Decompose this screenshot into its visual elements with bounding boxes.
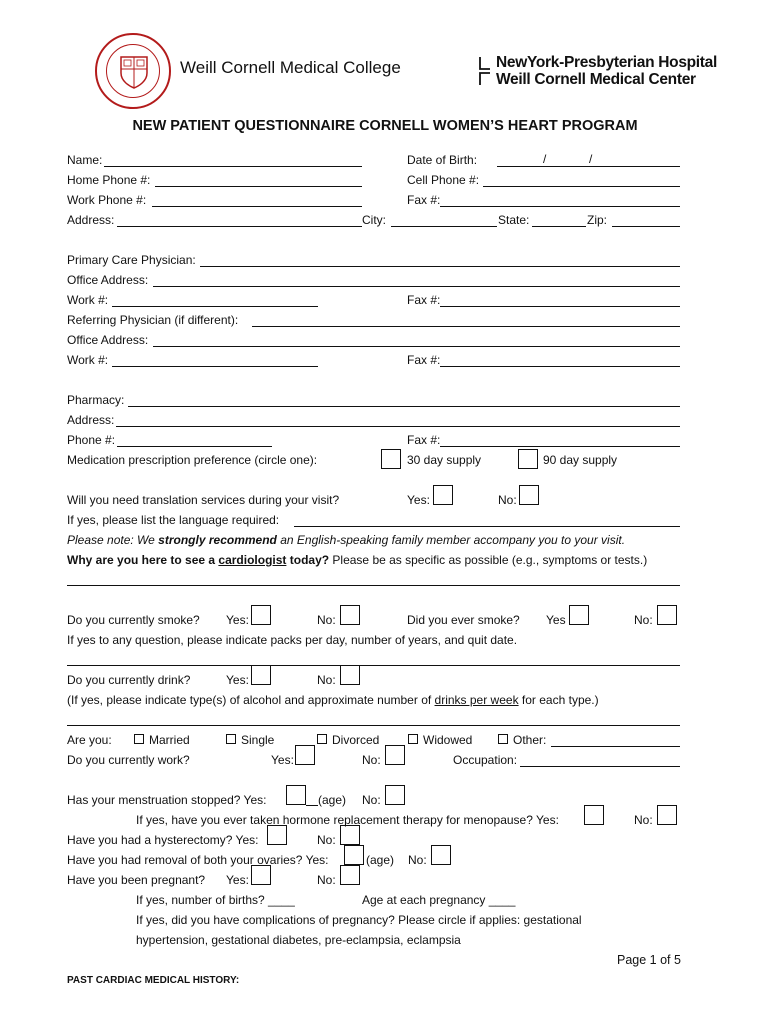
- pcp-label: Primary Care Physician:: [67, 253, 196, 267]
- menstruation-yes-checkbox[interactable]: [286, 785, 306, 805]
- drink-no-label: No:: [317, 673, 336, 687]
- hrt-question: If yes, have you ever taken hormone replacement therapy for menopause? Yes:: [136, 813, 559, 827]
- home-phone-field[interactable]: [155, 186, 362, 187]
- pcp-fax-label: Fax #:: [407, 293, 441, 307]
- menstruation-age-label: (age): [318, 793, 347, 807]
- work-yes-label: Yes:: [271, 753, 294, 767]
- pharmacy-phone-field[interactable]: [117, 446, 272, 447]
- married-option[interactable]: [134, 732, 190, 748]
- menstruation-no-checkbox[interactable]: [385, 785, 405, 805]
- address-field[interactable]: [117, 226, 362, 227]
- hrt-yes-checkbox[interactable]: [584, 805, 604, 825]
- state-field[interactable]: [532, 226, 586, 227]
- menstruation-age-field[interactable]: [306, 805, 318, 806]
- pregnant-no-label: No:: [317, 873, 336, 887]
- ovaries-question: Have you had removal of both your ovaries? Yes:: [67, 853, 329, 867]
- reason-answer-line[interactable]: [67, 585, 680, 586]
- home-phone-label: Home Phone #:: [67, 173, 151, 187]
- state-label: State:: [498, 213, 530, 227]
- drink-followup-pre: (If yes, please indicate type(s) of alcohol and approximate number of: [67, 693, 435, 707]
- drink-no-checkbox[interactable]: [340, 665, 360, 685]
- hysterectomy-yes-checkbox[interactable]: [267, 825, 287, 845]
- referring-field[interactable]: [252, 326, 680, 327]
- office-address-field[interactable]: [153, 286, 680, 287]
- 90-day-label: 90 day supply: [543, 453, 618, 467]
- smoke-followup: If yes to any question, please indicate packs per day, number of years, and quit date.: [67, 633, 518, 647]
- ever-smoke-yes-label: Yes: [546, 613, 566, 627]
- hysterectomy-question: Have you had a hysterectomy? Yes:: [67, 833, 259, 847]
- ref-fax-field[interactable]: [440, 366, 680, 367]
- drink-followup-post: for each type.): [518, 693, 599, 707]
- pharmacy-label: Pharmacy:: [67, 393, 125, 407]
- pharmacy-field[interactable]: [128, 406, 680, 407]
- pcp-fax-field[interactable]: [440, 306, 680, 307]
- ovaries-no-checkbox[interactable]: [431, 845, 451, 865]
- nyp-logo-line1: NewYork-Presbyterian Hospital: [496, 54, 718, 71]
- pharmacy-address-label: Address:: [67, 413, 115, 427]
- translation-question: Will you need translation services during your visit?: [67, 493, 340, 507]
- drink-followup-underlined: drinks per week: [434, 693, 519, 707]
- dob-separator-2: /: [589, 152, 593, 166]
- city-label: City:: [362, 213, 386, 227]
- zip-field[interactable]: [612, 226, 680, 227]
- complications-line-1: If yes, did you have complications of pregnancy? Please circle if applies: gestational: [136, 913, 582, 927]
- occupation-label: Occupation:: [453, 753, 518, 767]
- pharmacy-fax-label: Fax #:: [407, 433, 441, 447]
- prescription-pref-label: Medication prescription preference (circle one):: [67, 453, 318, 467]
- births-question: If yes, number of births? ____: [136, 893, 295, 907]
- ever-smoke-yes-checkbox[interactable]: [569, 605, 589, 625]
- dob-label: Date of Birth:: [407, 153, 478, 167]
- 30-day-checkbox[interactable]: [381, 449, 401, 469]
- ref-fax-label: Fax #:: [407, 353, 441, 367]
- note-bold: strongly recommend: [158, 533, 277, 547]
- widowed-option[interactable]: [408, 732, 472, 748]
- drink-answer-line[interactable]: [67, 725, 680, 726]
- other-label: Other:: [513, 733, 547, 747]
- smoke-yes-checkbox[interactable]: [251, 605, 271, 625]
- age-each-pregnancy: Age at each pregnancy ____: [362, 893, 516, 907]
- name-label: Name:: [67, 153, 103, 167]
- wcmc-logo-text: Weill Cornell Medical College: [180, 58, 401, 77]
- divorced-option[interactable]: [317, 732, 379, 748]
- section-heading: PAST CARDIAC MEDICAL HISTORY:: [67, 975, 240, 986]
- note-prefix: Please note: We: [67, 533, 159, 547]
- work-no-label: No:: [362, 753, 381, 767]
- office-address-label: Office Address:: [67, 273, 149, 287]
- note-suffix: an English-speaking family member accompany you to your visit.: [276, 533, 626, 547]
- cell-phone-field[interactable]: [483, 186, 680, 187]
- fax-label: Fax #:: [407, 193, 441, 207]
- shield-icon: [119, 55, 149, 89]
- pregnant-yes-label: Yes:: [226, 873, 249, 887]
- hysterectomy-no-checkbox[interactable]: [340, 825, 360, 845]
- 30-day-label: 30 day supply: [407, 453, 482, 467]
- smoke-no-checkbox[interactable]: [340, 605, 360, 625]
- pharmacy-fax-field[interactable]: [440, 446, 680, 447]
- drink-followup: [67, 692, 599, 708]
- drink-yes-label: Yes:: [226, 673, 249, 687]
- single-label: Single: [241, 733, 275, 747]
- single-option[interactable]: [226, 732, 274, 748]
- smoke-answer-line[interactable]: [67, 665, 680, 666]
- reason-bold-2: today?: [286, 553, 330, 567]
- drink-yes-checkbox[interactable]: [251, 665, 271, 685]
- work-phone-label: Work Phone #:: [67, 193, 147, 207]
- ever-smoke-no-label: No:: [634, 613, 653, 627]
- language-field[interactable]: [294, 526, 680, 527]
- pharmacy-address-field[interactable]: [116, 426, 680, 427]
- other-checkbox[interactable]: [498, 734, 508, 744]
- ever-smoke-no-checkbox[interactable]: [657, 605, 677, 625]
- address-label: Address:: [67, 213, 115, 227]
- married-checkbox[interactable]: [134, 734, 144, 744]
- fax-field[interactable]: [440, 206, 680, 207]
- city-field[interactable]: [391, 226, 497, 227]
- other-option[interactable]: [498, 732, 546, 748]
- zip-label: Zip:: [587, 213, 608, 227]
- nyp-logo-line2: Weill Cornell Medical Center: [496, 71, 696, 88]
- divorced-checkbox[interactable]: [317, 734, 327, 744]
- pregnant-question: Have you been pregnant?: [67, 873, 206, 887]
- work-question: Do you currently work?: [67, 753, 190, 767]
- widowed-checkbox[interactable]: [408, 734, 418, 744]
- drink-question: Do you currently drink?: [67, 673, 191, 687]
- dob-separator-1: /: [543, 152, 547, 166]
- hrt-no-checkbox[interactable]: [657, 805, 677, 825]
- ref-office-address-label: Office Address:: [67, 333, 149, 347]
- pcp-work-field[interactable]: [112, 306, 318, 307]
- smoke-yes-label: Yes:: [226, 613, 249, 627]
- hrt-no-label: No:: [634, 813, 653, 827]
- ever-smoke-question: Did you ever smoke?: [407, 613, 520, 627]
- single-checkbox[interactable]: [226, 734, 236, 744]
- translation-note: [67, 532, 625, 548]
- wcmc-seal-logo: [95, 33, 171, 109]
- language-label: If yes, please list the language required:: [67, 513, 280, 527]
- cell-phone-label: Cell Phone #:: [407, 173, 480, 187]
- reason-bold-1: Why are you here to see a: [67, 553, 219, 567]
- menstruation-no-label: No:: [362, 793, 381, 807]
- ref-office-address-field[interactable]: [153, 346, 680, 347]
- reason-question: [67, 552, 647, 568]
- ovaries-age-label: (age): [366, 853, 395, 867]
- widowed-label: Widowed: [423, 733, 473, 747]
- work-phone-field[interactable]: [152, 206, 362, 207]
- pharmacy-phone-label: Phone #:: [67, 433, 116, 447]
- other-field[interactable]: [551, 746, 680, 747]
- translation-no-checkbox[interactable]: [519, 485, 539, 505]
- hysterectomy-no-label: No:: [317, 833, 336, 847]
- nyp-bracket-icon: [478, 55, 492, 87]
- smoke-question: Do you currently smoke?: [67, 613, 200, 627]
- work-yes-checkbox[interactable]: [295, 745, 315, 765]
- smoke-no-label: No:: [317, 613, 336, 627]
- page-number: Page 1 of 5: [617, 953, 681, 967]
- pcp-field[interactable]: [200, 266, 680, 267]
- reason-rest: Please be as specific as possible (e.g., symptoms or tests.): [329, 553, 648, 567]
- pregnant-no-checkbox[interactable]: [340, 865, 360, 885]
- work-no-checkbox[interactable]: [385, 745, 405, 765]
- name-field[interactable]: [104, 166, 362, 167]
- 90-day-checkbox[interactable]: [518, 449, 538, 469]
- ref-work-label: Work #:: [67, 353, 109, 367]
- translation-yes-checkbox[interactable]: [433, 485, 453, 505]
- pregnant-yes-checkbox[interactable]: [251, 865, 271, 885]
- referring-label: Referring Physician (if different):: [67, 313, 239, 327]
- ref-work-field[interactable]: [112, 366, 318, 367]
- form-title: NEW PATIENT QUESTIONNAIRE CORNELL WOMEN’S HEART PROGRAM: [132, 118, 638, 134]
- menstruation-question: Has your menstruation stopped? Yes:: [67, 793, 267, 807]
- occupation-field[interactable]: [520, 766, 680, 767]
- ovaries-yes-checkbox[interactable]: [344, 845, 364, 865]
- translation-no-label: No:: [498, 493, 517, 507]
- ovaries-no-label: No:: [408, 853, 427, 867]
- translation-yes-label: Yes:: [407, 493, 430, 507]
- pcp-work-label: Work #:: [67, 293, 109, 307]
- are-you-label: Are you:: [67, 733, 112, 747]
- complications-line-2: hypertension, gestational diabetes, pre-eclampsia, eclampsia: [136, 933, 461, 947]
- married-label: Married: [149, 733, 190, 747]
- reason-bold-cardiologist: cardiologist: [218, 553, 287, 567]
- divorced-label: Divorced: [332, 733, 380, 747]
